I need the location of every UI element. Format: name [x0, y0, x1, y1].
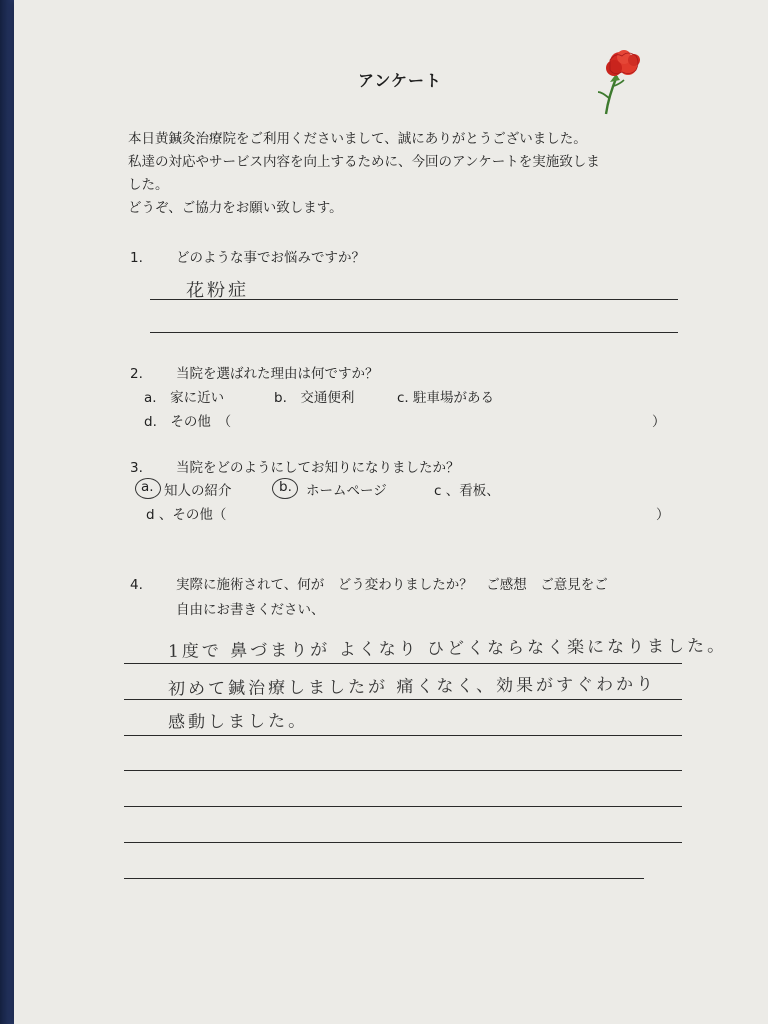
page-title: アンケート	[358, 71, 443, 90]
option-d[interactable]: d 、その他（	[146, 507, 227, 523]
binder-edge	[0, 0, 14, 1024]
option-b-label: ホームページ	[306, 483, 387, 499]
answer-line	[124, 842, 682, 843]
option-d-close: ）	[652, 414, 666, 430]
intro-line: した。	[128, 177, 169, 193]
answer-line	[124, 806, 682, 807]
option-a-marker[interactable]: a.	[141, 479, 154, 495]
option-c[interactable]: c 、看板、	[434, 483, 500, 499]
question-number: 2.	[130, 366, 143, 382]
intro-line: どうぞ、ご協力をお願い致します。	[128, 200, 343, 216]
answer-line	[150, 332, 678, 333]
handwritten-answer-line: 1度で 鼻づまりが よくなり ひどくならなく楽になりました。	[167, 636, 728, 662]
handwritten-answer-line: 初めて鍼治療しましたが 痛くなく、効果がすぐわかり	[167, 674, 657, 700]
option-b[interactable]: b. 交通便利	[274, 390, 355, 406]
handwritten-answer-1: 花粉症	[185, 279, 250, 302]
answer-line	[124, 735, 682, 736]
question-4	[130, 573, 608, 593]
question-number: 1.	[130, 250, 143, 266]
question-text: 実際に施術されて、何が どう変わりましたか？ ご感想 ご意見をご	[176, 577, 608, 593]
handwritten-answer-line: 感動しました。	[167, 711, 309, 733]
option-b-marker[interactable]: b.	[279, 479, 292, 495]
question-4-continued: 自由にお書きください、	[176, 602, 325, 618]
question-1	[130, 246, 365, 266]
answer-line	[124, 699, 682, 700]
option-a[interactable]: a. 家に近い	[144, 390, 225, 406]
question-3	[130, 456, 460, 476]
option-c[interactable]: c. 駐車場がある	[397, 390, 495, 406]
question-text: 当院をどのようにしてお知りになりましたか？	[176, 460, 460, 476]
intro-text	[128, 128, 600, 220]
intro-line: 本日黄鍼灸治療院をご利用くださいまして、誠にありがとうございました。	[128, 131, 587, 147]
intro-line: 私達の対応やサービス内容を向上するために、今回のアンケートを実施致しま	[128, 154, 600, 170]
question-text: 当院を選ばれた理由は何ですか？	[176, 366, 379, 382]
question-text: どのような事でお悩みですか？	[176, 250, 365, 266]
option-d[interactable]: d. その他 （	[144, 414, 232, 430]
question-number: 3.	[130, 460, 143, 476]
answer-line	[150, 299, 678, 300]
answer-line	[124, 878, 644, 879]
carnation-icon	[592, 48, 644, 118]
answer-line	[124, 770, 682, 771]
question-number: 4.	[130, 577, 143, 593]
option-d-close: ）	[656, 507, 670, 523]
question-2	[130, 362, 379, 382]
option-a-label: 知人の紹介	[164, 483, 232, 499]
answer-line	[124, 663, 682, 664]
